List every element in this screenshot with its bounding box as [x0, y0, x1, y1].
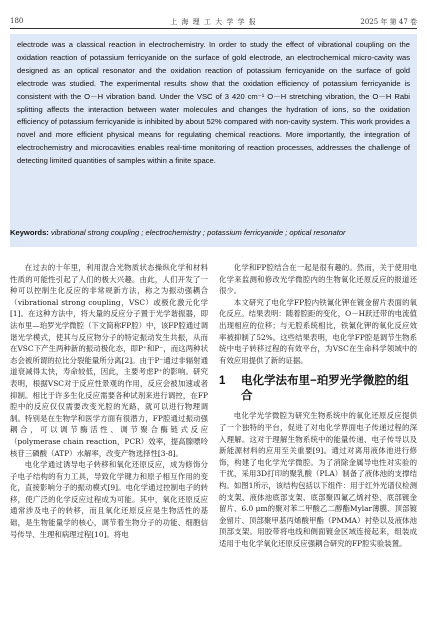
section-number: 1: [219, 375, 226, 388]
abstract-text: electrode was a classical reaction in electrochemistry. In order to study the effect of vibrational coupling on the oxidation reaction of potassium ferricyanide on the surface of gold electrode, an electrochemical micro-cavity was designed as an optical resonator and the oxidation reaction of potassium ferricyanide on the surface of gold electrode was studied. The experimental results show that the oxidation efficiency of potassium ferricyanide is consistent with the O－H vibration band. Under the VSC of 3 420 cm⁻¹ O－H stretching vibration, the O－H Rabi splitting affects the interaction between water molecules and changes the hydration of ions, so the oxidation efficiency of potassium ferricyanide is inhibited by about 52% compared with non-cavity system. This work provides a novel and more efficient physical means for regulating chemical reactions. More importantly, the integration of electrochemistry and microcavities enables real-time monitoring of reaction processes, addresses the challenge of detecting limited quantities of samples within a finite space.: [17, 40, 410, 166]
english-abstract-box: [10, 34, 417, 247]
intro-paragraph-3: 化学和FP腔结合在一起是很有趣的。然而，关于使用电化学来监测和修改光学微腔内的生物氧化还原反应的报道还很少。: [219, 263, 417, 296]
journal-issue: 2025 年 第 47 卷: [360, 18, 417, 26]
journal-title: 上 海 理 工 大 学 学 报: [170, 18, 257, 26]
header-rule: [10, 28, 417, 29]
page-header: [0, 0, 427, 32]
page-number: 180: [10, 17, 24, 25]
section-heading: [219, 374, 417, 404]
right-column: [219, 262, 417, 549]
section-paragraph-1: 电化学光学微腔为研究生物系统中的氧化还原反应提供了一个独特的平台，促进了对电化学界面电子传递过程的深入理解。这对于理解生物系统中的能量传递、电子传导以及新能源材料的应用至关重要[9]。通过对离用液体池进行修饰，构建了电化学光学微腔。为了消除金属导电性对实验的干扰，采用3D打印的聚乳酸（PLA）制备了液体池的支撑结构。如图1所示，该结构包括以下组件：用于红外光谱仪检测的支架、液体池底部支架、底部聚四氟乙烯衬垫、底部镀金留片、6.0 μm的聚对苯二甲酸乙二醇酯Mylar薄膜、顶部镀金留片、顶部聚甲基丙烯酸甲酯（PMMA）衬垫以及液体池顶部支架。用胶带将电线和侧面镀金区域连接起来，组装成适用于电化学氧化还原反应强耦合研究的FP腔实验装置。: [219, 411, 417, 548]
keywords-list: vibrational strong coupling ; electrochemistry ; potassium ferricyanide ; optical resonator: [50, 228, 346, 237]
keywords-label: Keywords:: [10, 228, 49, 237]
keywords-line: [10, 228, 410, 237]
intro-paragraph-1: 在过去的十年里，利用混合光物质状态操纵化学和材料性质的可能性引起了人们的极大兴趣。由此，人们开发了一种可以控制生化反应的非常规新方法，称之为振动强耦合（vibrational strong coupling，VSC）或极化激元化学[1]。在这种方法中，将大量的反应分子置于光学谐振器，即法布里—珀罗光学微腔（下文简称FP腔）中，该FP腔通过调谐光学模式，使其与反应物分子的特定振动发生共振，从而在VSC下产生两种新的振动极化态，即P⁺和P⁻，而这两种状态会被所谓的拉比分裂能量所分离[2]。由于P⁻通过非辐射通道衰减得太快，寿命较低，因此，主要考虑P⁺的影响。研究表明，根据VSC对于反应性景观的作用，反应会被加速或者抑制。相比于许多生化反应需要各种试剂来进行调控，在FP腔中的反应仅仅需要改变光腔的光路，就可以进行物理调制。特别是在生物学和医学方面有很潜力，FP腔通过振动强耦合，可以调节酶活性、调节聚合酶链式反应（polymerase chain reaction，PCR）效率，提高腺嘌呤核苷三磷酸（ATP）水解率，改变产物选择性[3-8]。: [10, 263, 208, 458]
intro-paragraph-2: 电化学通过诱导电子转移和氧化还原反应，成为修饰分子电子结构的有力工具，导致化学键力和原子相互作用的变化，直接影响分子的振动模式[9]。电化学通过控制电子的转移，使广泛的化学反应过程成为可能。其中，氧化还原反应通常涉及电子的转移，而且氧化还原反应是生物活性的基础，是生物能量学的核心，调节着生物分子的功能、细胞信号传导、生理和病理过程[10]。将电: [10, 460, 208, 539]
intro-paragraph-4: 本文研究了电化学FP腔内铁氰化钾在镀金留片表面的氧化反应。结果表明：随着腔距的变化，O－H跃迁带的电流值出现相应的位移；与无腔系统相比，铁氰化钾的氧化反应效率被抑制了52%。这些结果表明，电化学FP腔是调节生物系统中电子转移过程的有效平台，为VSC在生命科学领域中的有效应用提供了新的证据。: [219, 297, 417, 365]
left-column: [10, 262, 208, 540]
section-title: 电化学法布里−珀罗光学微腔的组合: [241, 375, 409, 403]
